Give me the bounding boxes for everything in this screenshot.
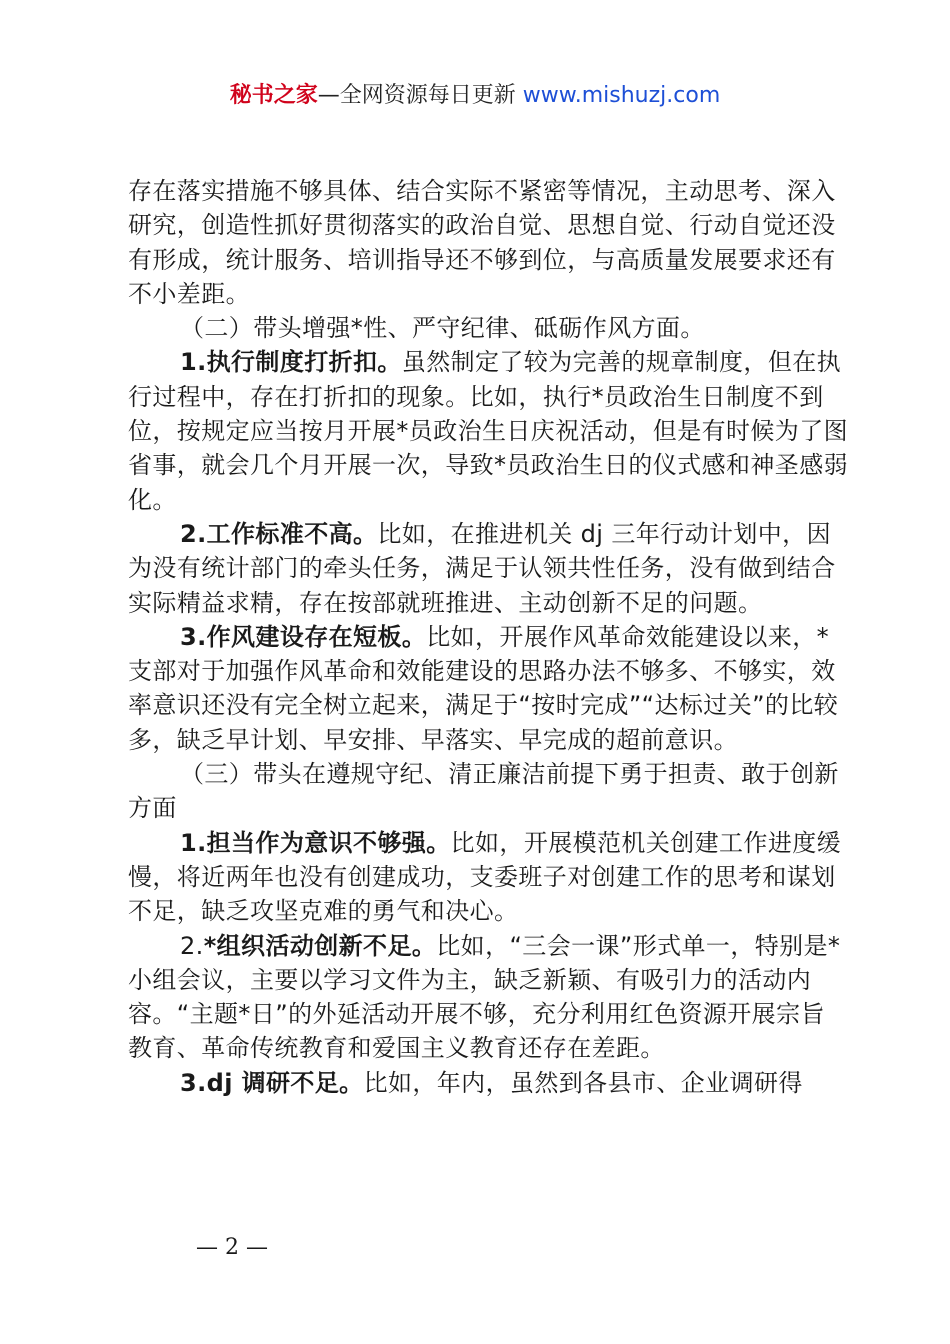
item-3-2 [128,929,848,1066]
item-2-3 [128,620,848,757]
item-2-2-text: 比如，在推进机关 dj 三年行动计划中，因为没有统计部门的牵头任务，满足于认领共性任务，没有做到结合实际精益求精，存在按部就班推进、主动创新不足的问题。 [128,519,836,617]
item-2-1-text: 虽然制定了较为完善的规章制度，但在执行过程中，存在打折扣的现象。比如，执行*员政治生日制度不到位，按规定应当按月开展*员政治生日庆祝活动，但是有时候为了图省事，就会几个月开展一次，导致*员政治生日的仪式感和神圣感弱化。 [128,348,848,514]
item-2-3-text: 比如，开展作风革命效能建设以来，*支部对于加强作风革命和效能建设的思路办法不够多、不够实，效率意识还没有完全树立起来，满足于“按时完成”“达标过关”的比较多，缺乏早计划、早安排、早落实、早完成的超前意识。 [128,622,839,754]
header-tagline: —全网资源每日更新 [317,83,523,108]
page-number: — 2 — [196,1235,268,1260]
item-3-1-text: 比如，开展模范机关创建工作进度缓慢，将近两年也没有创建成功，支委班子对创建工作的思考和谋划不足，缺乏攻坚克难的勇气和决心。 [128,828,842,926]
item-2-3-lead: 3.作风建设存在短板。 [180,622,427,651]
item-3-1-lead: 1.担当作为意识不够强。 [180,828,451,857]
site-url[interactable]: www.mishuzj.com [522,83,721,108]
section-heading-3: （三）带头在遵规守纪、清正廉洁前提下勇于担责、敢于创新方面 [128,760,839,823]
item-3-1 [128,826,848,929]
brand-name: 秘书之家 [229,83,318,108]
item-3-2-number: 2. [180,931,204,960]
item-3-3-lead: 3.dj 调研不足。 [180,1068,364,1097]
site-header [0,80,950,112]
section-heading-2: （二）带头增强*性、严守纪律、砥砺作风方面。 [180,314,705,343]
item-3-3-text: 比如，年内，虽然到各县市、企业调研得 [363,1068,803,1097]
item-2-1-lead: 1.执行制度打折扣。 [180,348,402,377]
document-body [128,174,848,1100]
item-2-1 [128,345,848,516]
item-3-3 [128,1066,848,1100]
item-2-2-lead: 2.工作标准不高。 [180,519,378,548]
paragraph-intro: 存在落实措施不够具体、结合实际不紧密等情况，主动思考、深入研究，创造性抓好贯彻落实的政治自觉、思想自觉、行动自觉还没有形成，统计服务、培训指导还不够到位，与高质量发展要求还有不小差距。 [128,177,836,308]
item-3-2-text: 比如，“三会一课”形式单一，特别是*小组会议，主要以学习文件为主，缺乏新颖、有吸引力的活动内容。“主题*日”的外延活动开展不够，充分利用红色资源开展宗旨教育、革命传统教育和爱国主义教育还存在差距。 [128,931,841,1063]
item-3-2-lead: *组织活动创新不足。 [203,931,437,960]
item-2-2 [128,517,848,620]
